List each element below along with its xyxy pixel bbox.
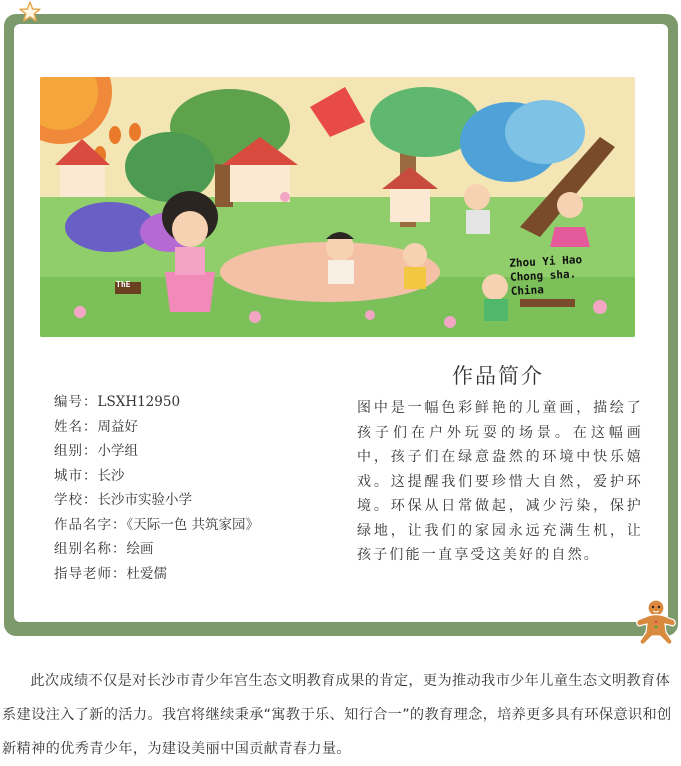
- intro-text: 图中是一幅色彩鲜艳的儿童画，描绘了孩子们在户外玩耍的场景。在这幅画中，孩子们在绿意盎然的环境中快乐嬉戏。这提醒我们要珍惜大自然，爱护环境。环保从日常做起，减少污染，保护绿地，让我们的家园永远充满生机，让孩子们能一直享受这美好的自然。: [357, 400, 643, 563]
- sign-post-text: ThE: [116, 280, 131, 289]
- intro-title: 作品简介: [452, 364, 544, 388]
- signature-line-1: Zhou Yi Hao: [508, 253, 583, 270]
- info-row-category: 组别名称：绘画: [54, 541, 154, 557]
- info-row-city: 城市：长沙: [54, 467, 125, 484]
- children-painting: [40, 77, 635, 337]
- info-row-id: 编号：LSXH12950: [54, 394, 181, 410]
- info-row-teacher: 指导老师：杜爱儒: [54, 565, 167, 582]
- info-row-name: 姓名：周益好: [54, 418, 138, 435]
- entry-info-list: [54, 390, 259, 586]
- signature-line-2: Chong sha.: [509, 267, 577, 284]
- info-row-school: 学校：长沙市实验小学: [54, 492, 192, 508]
- body-paragraph: 此次成绩不仅是对长沙市青少年宫生态文明教育成果的肯定，更为推动我市少年儿童生态文明教育体系建设注入了新的活力。我宫将继续秉承“寓教于乐、知行合一”的教育理念，培养更多具有环保意识和创新精神的优秀青少年，为建设美丽中国贡献青春力量。: [2, 673, 672, 757]
- info-row-group: 组别：小学组: [54, 443, 138, 459]
- artist-signature: [509, 253, 584, 299]
- gingerbread-man-icon: [634, 598, 678, 646]
- info-row-title: 作品名字：《天际一色 共筑家园》: [54, 516, 260, 533]
- star-icon: [18, 0, 42, 24]
- signature-line-3: China: [510, 283, 545, 298]
